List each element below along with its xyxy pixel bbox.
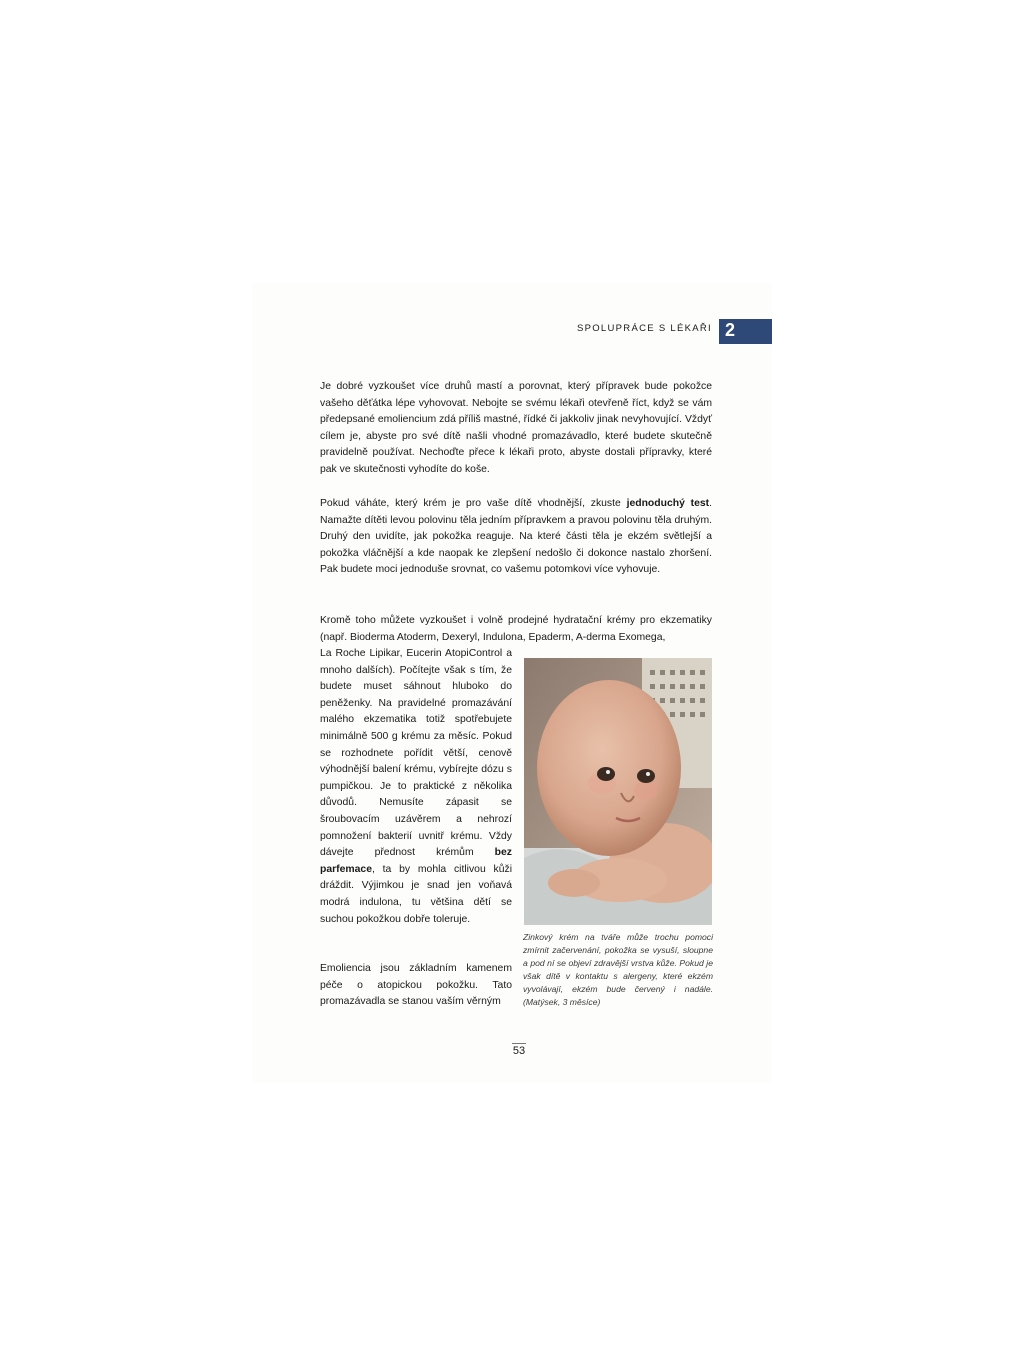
chapter-number-badge: [719, 319, 772, 344]
paragraph-2-text-a: Pokud váháte, který krém je pro vaše dítě vhodnější, zkuste: [320, 498, 627, 509]
book-page: [252, 283, 772, 1083]
paragraph-4: Emoliencia jsou základním kamenem péče o atopickou pokožku. Tato promazávadla se stanou vaším věrným: [320, 963, 512, 1008]
paragraph-3-text-b: , ta by mohla citlivou kůži dráždit. Výjimkou je snad jen voňavá modrá indulona, tu většina dětí se suchou pokožkou dobře toleruje.: [320, 863, 512, 925]
paragraph-3-text-a: La Roche Lipikar, Eucerin AtopiControl a mnoho dalších). Počítejte však s tím, že budete muset sáhnout hluboko do peněženky. Na pravidelné promazávání malého ekzematika totiž spotřebujete minimálně 500 g krému za měsíc. Pokud se rozhodnete pořídit větší, cenově výhodnější balení krému, vybírejte dózu s pumpičkou. Je to praktické z několika důvodů. Nemusíte zápasit se šroubovacím uzávěrem a nehrozí pomnožení bakterií uvnitř krému. Vždy dávejte přednost krémům: [320, 648, 512, 859]
baby-photo-icon: [524, 658, 712, 925]
paragraph-2-text-b: . Namažte dítěti levou polovinu těla jedním přípravkem a pravou polovinu těla druhým. Druhý den uvidíte, jak pokožka reaguje. Na které části těla je ekzém světlejší a pokožka vláčnější a kde naopak ke zlepšení nedošlo či dokonce nastalo zhoršení. Pak budete moci jednoduše srovnat, co vašemu potomkovi více vyhovuje.: [320, 498, 712, 576]
chapter-number: 2: [725, 320, 736, 340]
paragraph-3-narrow: [320, 646, 512, 928]
paragraph-3-wide: Kromě toho můžete vyzkoušet i volně prodejné hydratační krémy pro ekzematiky (např. Bioderma Atoderm, Dexeryl, Indulona, Epaderm, A-derma Exomega,: [320, 615, 712, 643]
paragraph-3-bold: bez parfemace: [320, 847, 512, 875]
paragraph-2-bold: jednoduchý test: [626, 498, 710, 509]
page-number: 53: [512, 1045, 526, 1057]
paragraph-2: [320, 496, 712, 579]
paragraph-1: Je dobré vyzkoušet více druhů mastí a porovnat, který přípravek bude pokožce vašeho děťátka lépe vyhovovat. Nebojte se svému lékaři otevřeně říct, když se vám předepsané emoliencium zdá příliš mastné, řídké či jakkoliv jinak nevyhovující. Vždyť cílem je, abyste pro své dítě našli vhodné promazávadlo, které budete skutečně pravidelně používat. Nechoďte přece k lékaři proto, abyste dostali přípravky, které pak ve skutečnosti vyhodíte do koše.: [320, 381, 712, 475]
running-head: SPOLUPRÁCE S LÉKAŘI: [576, 323, 712, 334]
baby-photo: [524, 658, 712, 925]
folio-rule: [512, 1043, 526, 1044]
figure-caption: Zinkový krém na tváře může trochu pomoci zmírnit začervenání, pokožka se vysuší, sloupne a pod ní se objeví zdravější vrstva kůže. Pokud je však dítě v kontaktu s alergeny, které ekzém vyvolávají, ekzém bude červený i nadále. (Matýsek, 3 měsíce): [523, 932, 713, 1007]
